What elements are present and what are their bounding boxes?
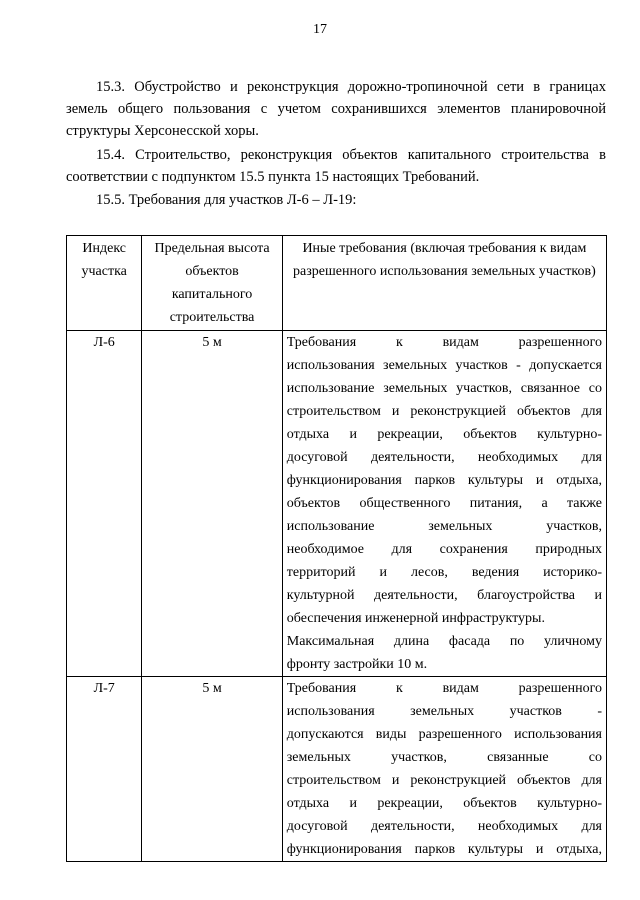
- requirement-line: обеспечения инженерной инфраструктуры.: [286, 611, 545, 626]
- requirement-line: строительством и реконструкцией объектов для: [286, 773, 602, 788]
- requirement-line: культурной деятельности, благоустройства и: [286, 588, 602, 603]
- requirement-line: допускаются виды разрешенного использования: [286, 727, 602, 742]
- paragraph-15-5: 15.5. Требования для участков Л-6 – Л-19:: [96, 192, 357, 208]
- cell-height: 5 м: [142, 331, 282, 677]
- paragraph-15-3: 15.3. Обустройство и реконструкция дорожно-тропиночной сети в границах земель общего пользования с учетом сохранившихся элементов планировочной структуры Херсонесской хоры.: [66, 79, 606, 139]
- requirement-line: использование земельных участков,: [286, 519, 602, 534]
- requirement-line: использование земельных участков, связанное со: [286, 381, 602, 396]
- requirement-line: Требования к видам разрешенного: [286, 335, 602, 350]
- requirement-line: территорий и лесов, ведения историко-: [286, 565, 602, 580]
- requirement-line: Максимальная длина фасада по уличному: [286, 634, 602, 649]
- header-index: Индекс участка: [67, 236, 142, 331]
- requirement-line: функционирования парков культуры и отдыха,: [286, 473, 602, 488]
- table-header-row: [67, 236, 607, 331]
- requirement-line: досуговой деятельности, необходимых для: [286, 819, 602, 834]
- table-row: [67, 677, 607, 862]
- requirement-line: использования земельных участков - допускается: [286, 358, 602, 373]
- cell-index: Л-6: [67, 331, 142, 677]
- cell-height: 5 м: [142, 677, 282, 862]
- header-other-requirements: Иные требования (включая требования к видам разрешенного использования земельных участков): [282, 236, 606, 331]
- requirement-line: строительством и реконструкцией объектов для: [286, 404, 602, 419]
- table-row: [67, 331, 607, 677]
- requirement-line: необходимое для сохранения природных: [286, 542, 602, 557]
- requirement-line: использования земельных участков -: [286, 704, 602, 719]
- header-height: Предельная высота объектов капитального строительства: [142, 236, 282, 331]
- cell-requirements: [282, 677, 606, 862]
- paragraph-15-4: 15.4. Строительство, реконструкция объектов капитального строительства в соответствии с подпунктом 15.5 пункта 15 настоящих Требований.: [66, 147, 606, 185]
- cell-index: Л-7: [67, 677, 142, 862]
- requirements-table: [66, 235, 607, 862]
- requirement-line: отдыха и рекреации, объектов культурно-: [286, 427, 602, 442]
- requirement-line: функционирования парков культуры и отдыха,: [286, 842, 602, 857]
- requirement-line: фронту застройки 10 м.: [286, 657, 428, 672]
- requirement-line: Требования к видам разрешенного: [286, 681, 602, 696]
- requirement-line: объектов общественного питания, а также: [286, 496, 602, 511]
- requirement-line: земельных участков, связанные со: [286, 750, 602, 765]
- page-number: 17: [313, 22, 327, 37]
- requirement-line: досуговой деятельности, необходимых для: [286, 450, 602, 465]
- cell-requirements: [282, 331, 606, 677]
- requirement-line: отдыха и рекреации, объектов культурно-: [286, 796, 602, 811]
